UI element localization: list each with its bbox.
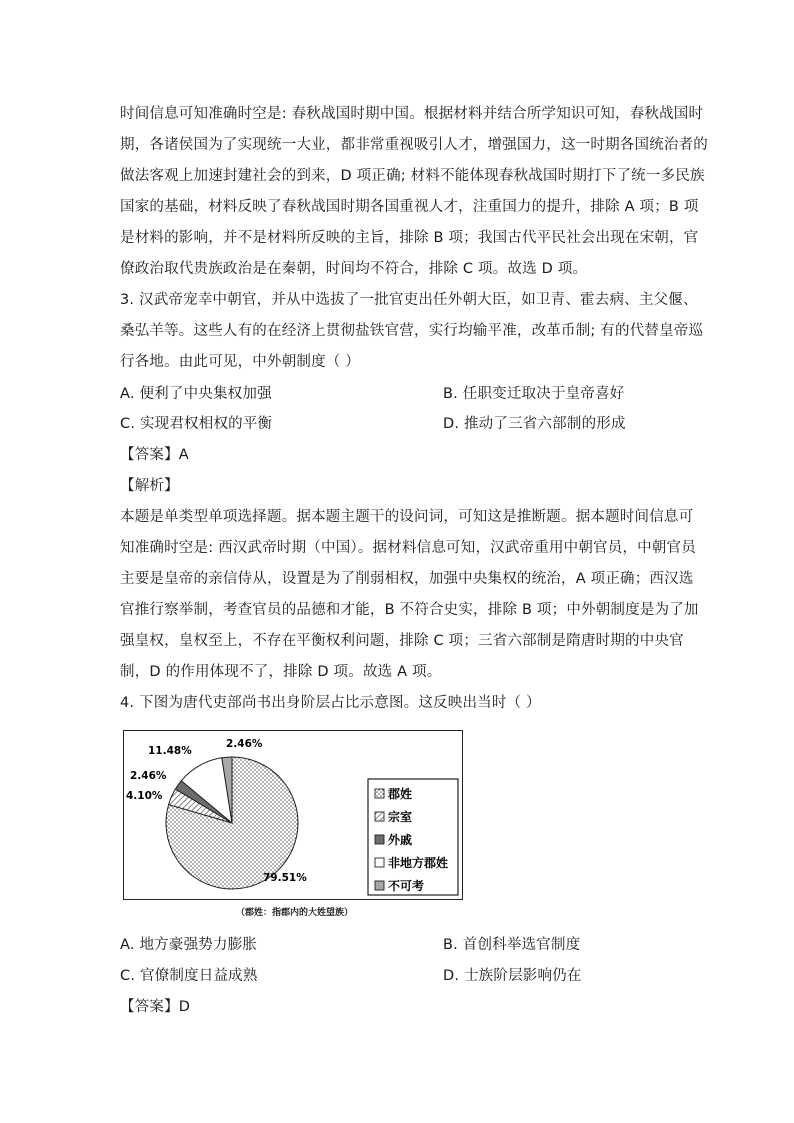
question-stem: 3. 汉武帝宠幸中朝官，并从中选拔了一批官吏出任外朝大臣，如卫青、霍去病、主父偃、	[120, 292, 698, 308]
slice-label: 2.46%	[226, 738, 263, 750]
legend-label: 宗室	[388, 810, 413, 824]
analysis-line: 制，D 的作用体现不了，排除 D 项。故选 A 项。	[120, 664, 442, 680]
legend-swatch	[375, 789, 384, 798]
legend-swatch	[375, 881, 384, 890]
option-d: D. 士族阶层影响仍在	[443, 968, 582, 984]
text-line: 时间信息可知准确时空是: 春秋战国时期中国。根据材料并结合所学知识可知，春秋战国时	[120, 106, 704, 122]
answer-label: 【答案】D	[120, 999, 191, 1015]
option-a: A. 地方豪强势力膨胀	[120, 937, 258, 953]
legend-label: 不可考	[388, 879, 425, 893]
analysis-heading: 【解析】	[120, 478, 179, 494]
answer-label: 【答案】A	[120, 447, 189, 463]
option-a: A. 便利了中央集权加强	[120, 386, 272, 402]
option-b: B. 首创科举选官制度	[443, 937, 581, 953]
option-b: B. 任职变迁取决于皇帝喜好	[443, 386, 625, 402]
text-line: 做法客观上加速封建社会的到来，D 项正确; 材料不能体现春秋战国时期打下了统一多民族	[120, 168, 705, 184]
analysis-line: 官推行察举制，考查官员的品德和才能，B 不符合史实，排除 B 项；中外朝制度是为了加	[120, 602, 699, 618]
analysis-line: 本题是单类型单项选择题。据本题主题干的设问词，可知这是推断题。据本题时间信息可	[120, 509, 694, 525]
pie-chart	[124, 731, 461, 898]
pie-chart-figure	[123, 730, 463, 900]
text-line: 期，各诸侯国为了实现统一大业，都非常重视吸引人才，增强国力，这一时期各国统治者的	[120, 137, 708, 153]
option-c: C. 官僚制度日益成熟	[120, 968, 258, 984]
option-d: D. 推动了三省六部制的形成	[443, 416, 626, 432]
slice-label: 11.48%	[148, 745, 192, 757]
text-line: 僚政治取代贵族政治是在秦朝，时间均不符合，排除 C 项。故选 D 项。	[120, 261, 588, 277]
slice-label: 2.46%	[130, 770, 167, 782]
chart-footnote: （郡姓：指郡内的大姓望族）	[236, 908, 354, 918]
question-stem: 行各地。由此可见，中外朝制度（ ）	[120, 354, 361, 370]
legend-swatch	[375, 858, 384, 867]
text-line: 国家的基础，材料反映了春秋战国时期各国重视人才，注重国力的提升，排除 A 项；B 项	[120, 199, 699, 215]
legend-label: 非地方郡姓	[388, 856, 449, 870]
text-line: 是材料的影响，并不是材料所反映的主旨，排除 B 项；我国古代平民社会出现在宋朝，官	[120, 230, 699, 246]
slice-label: 4.10%	[126, 790, 163, 802]
option-c: C. 实现君权相权的平衡	[120, 416, 273, 432]
legend-swatch	[375, 812, 384, 821]
analysis-line: 强皇权，皇权至上，不存在平衡权利问题，排除 C 项；三省六部制是隋唐时期的中央官	[120, 633, 684, 649]
question-stem: 4. 下图为唐代吏部尚书出身阶层占比示意图。这反映出当时（ ）	[120, 695, 541, 711]
analysis-line: 知准确时空是: 西汉武帝时期（中国）。据材料信息可知，汉武帝重用中朝官员，中朝官员	[120, 540, 696, 556]
legend-label: 郡姓	[388, 787, 413, 801]
analysis-line: 主要是皇帝的亲信侍从，设置是为了削弱相权，加强中央集权的统治，A 项正确；西汉选	[120, 571, 694, 587]
legend-label: 外戚	[388, 833, 413, 847]
legend-swatch	[375, 835, 384, 844]
slice-label: 79.51%	[263, 872, 307, 884]
question-stem: 桑弘羊等。这些人有的在经济上贯彻盐铁官营，实行均输平准，改革币制; 有的代替皇帝巡	[120, 323, 704, 339]
